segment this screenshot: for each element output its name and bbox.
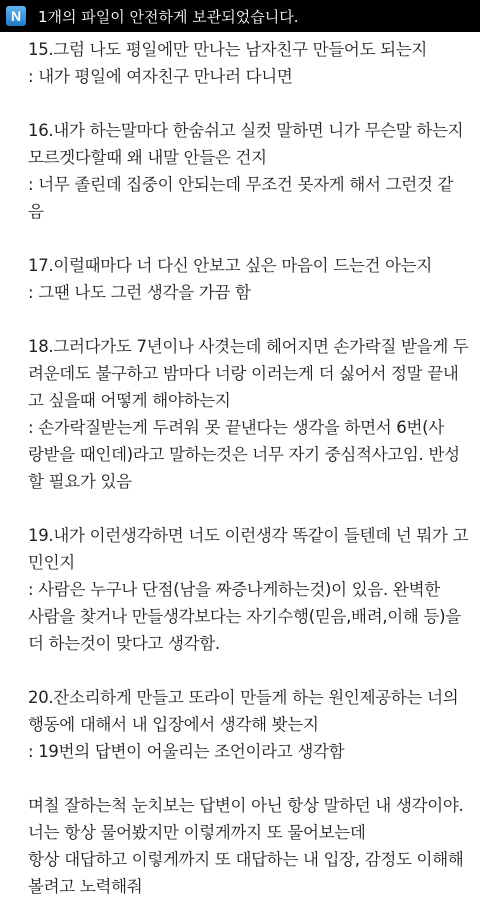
note-line: 모르겟다할때 왜 내말 안들은 건지 bbox=[28, 148, 267, 167]
note-line: 할 필요가 있음 bbox=[28, 472, 132, 491]
note-line: 랑받을 때인데)라고 말하는것은 너무 자기 중심적사고임. 반성 bbox=[28, 445, 460, 464]
note-block-20 bbox=[28, 684, 470, 765]
note-line: 더 하는것이 맞다고 생각함. bbox=[28, 634, 220, 653]
note-line: 음 bbox=[28, 202, 44, 221]
note-line: 16.내가 하는말마다 한숨쉬고 실컷 말하면 니가 무슨말 하는지 bbox=[28, 121, 464, 140]
note-line: 항상 대답하고 이렇게까지 또 대답하는 내 입장, 감정도 이해해 bbox=[28, 850, 464, 869]
note-block-15 bbox=[28, 36, 470, 90]
note-line: 18.그러다가도 7년이나 사겻는데 헤어지면 손가락질 받을게 두 bbox=[28, 337, 469, 356]
note-line: 너는 항상 물어봤지만 이렇게까지 또 물어보는데 bbox=[28, 823, 366, 842]
naver-n-icon[interactable]: N bbox=[6, 6, 26, 26]
note-line: 고 싶을때 어떻게 해야하는지 bbox=[28, 391, 231, 410]
note-block-closing bbox=[28, 792, 470, 900]
note-line: : 내가 평일에 여자친구 만나러 다니면 bbox=[28, 67, 293, 86]
note-line: : 그땐 나도 그런 생각을 가끔 함 bbox=[28, 283, 251, 302]
note-line: : 손가락질받는게 두려워 못 끝낸다는 생각을 하면서 6번(사 bbox=[28, 418, 444, 437]
note-line: 17.이럴때마다 너 다신 안보고 싶은 마음이 드는건 아는지 bbox=[28, 256, 433, 275]
note-line: 행동에 대해서 내 입장에서 생각해 봣는지 bbox=[28, 715, 319, 734]
note-block-17 bbox=[28, 252, 470, 306]
status-bar bbox=[0, 0, 480, 32]
note-line: 19.내가 이런생각하면 너도 이런생각 똑같이 들텐데 넌 뭐가 고 bbox=[28, 526, 469, 545]
save-notification: 1개의 파일이 안전하게 보관되었습니다. bbox=[38, 7, 299, 26]
note-line: : 19번의 답변이 어울리는 조언이라고 생각함 bbox=[28, 742, 345, 761]
note-block-19 bbox=[28, 522, 470, 657]
note-line: : 너무 졸린데 집중이 안되는데 무조건 못자게 해서 그런것 같 bbox=[28, 175, 454, 194]
note-block-16 bbox=[28, 117, 470, 225]
note-content bbox=[0, 32, 480, 900]
note-block-18 bbox=[28, 333, 470, 495]
note-line: 민인지 bbox=[28, 553, 75, 572]
note-line: 며칠 잘하는척 눈치보는 답변이 아닌 항상 말하던 내 생각이야. bbox=[28, 796, 464, 815]
note-line: 사람을 찾거나 만들생각보다는 자기수행(믿음,배려,이해 등)을 bbox=[28, 607, 461, 626]
note-line: 20.잔소리하게 만들고 또라이 만들게 하는 원인제공하는 너의 bbox=[28, 688, 459, 707]
note-line: : 사람은 누구나 단점(남을 짜증나게하는것)이 있음. 완벽한 bbox=[28, 580, 440, 599]
note-line: 볼려고 노력해줘 bbox=[28, 877, 143, 896]
note-line: 15.그럼 나도 평일에만 만나는 남자친구 만들어도 되는지 bbox=[28, 40, 428, 59]
note-line: 려운데도 불구하고 밤마다 너랑 이러는게 더 싫어서 정말 끝내 bbox=[28, 364, 459, 383]
